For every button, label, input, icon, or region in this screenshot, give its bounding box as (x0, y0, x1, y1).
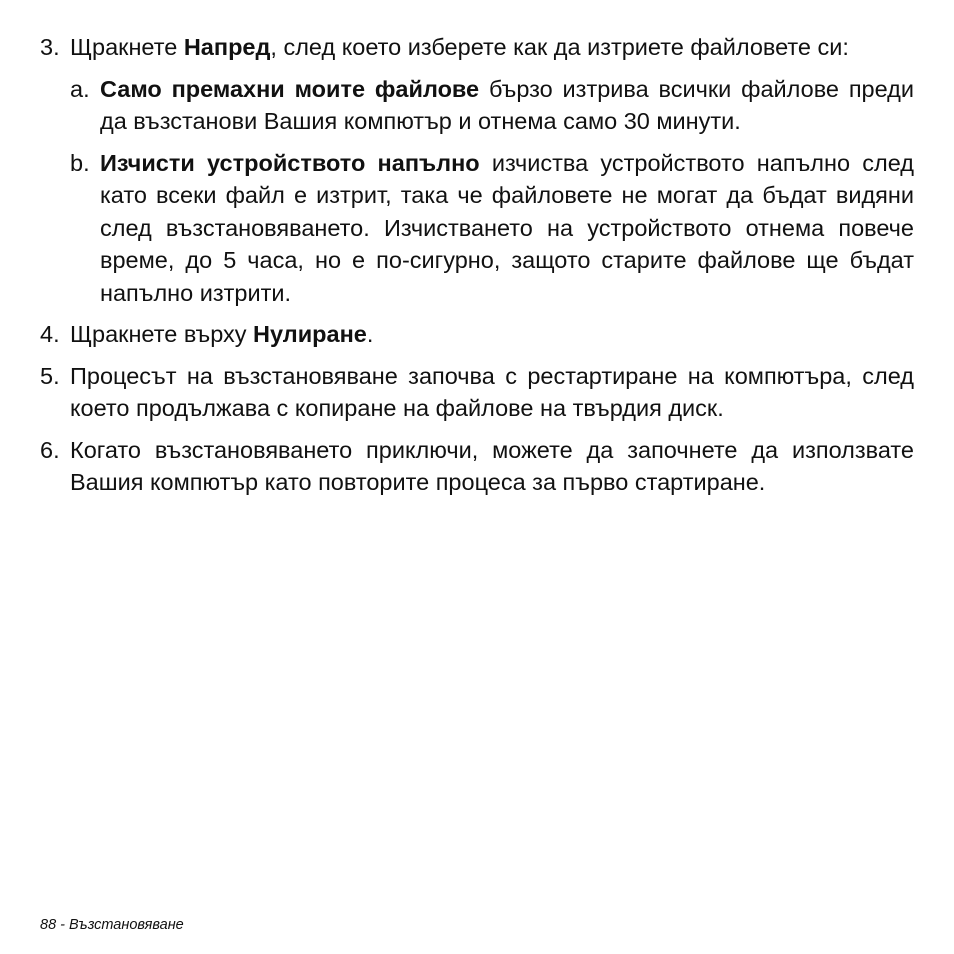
document-body (40, 31, 914, 508)
substep-text: изчиства устройството напълно след като всеки файл е изтрит, така че файловете не могат да бъдат видяни след възстановяването. Изчистването на устройството отнема повече време, до 5 часа, но е по-сигурно, защото старите файлове ще бъдат напълно изтрити. (100, 149, 914, 306)
step-bold-term: Нулиране (253, 321, 367, 347)
step-3 (40, 31, 914, 64)
step-text: Щракнете върху (70, 321, 254, 347)
substep-bold-term: Изчисти устройството напълно (100, 149, 480, 176)
step-5 (40, 360, 914, 425)
step-text: . (366, 321, 374, 347)
step-number: 6. (40, 436, 60, 463)
substep-bold-term: Само премахни моите файлове (100, 75, 480, 102)
step-text: , след което изберете как да изтриете файловете си: (270, 34, 849, 60)
substep-list (70, 73, 914, 310)
substep-a (70, 73, 914, 138)
step-text: Процесът на възстановяване започва с рестартиране на компютъра, след което продължава с копиране на файлове на твърдия диск. (70, 362, 914, 421)
step-text: Щракнете (70, 34, 184, 60)
substep-text: бързо изтрива всички файлове преди да възстанови Вашия компютър и отнема само 30 минути. (100, 75, 915, 134)
step-number: 4. (40, 321, 60, 347)
step-bold-term: Напред (183, 34, 271, 60)
substep-letter: a. (70, 75, 90, 102)
step-text: Когато възстановяването приключи, можете да започнете да използвате Вашия компютър като повторите процеса за първо стартиране. (70, 436, 914, 495)
substep-b (70, 147, 914, 310)
page-footer: 88 - Възстановяване (40, 917, 184, 933)
step-4 (40, 318, 914, 351)
step-number: 3. (40, 34, 60, 60)
substep-letter: b. (70, 149, 90, 176)
step-number: 5. (40, 362, 60, 389)
step-6 (40, 434, 914, 499)
